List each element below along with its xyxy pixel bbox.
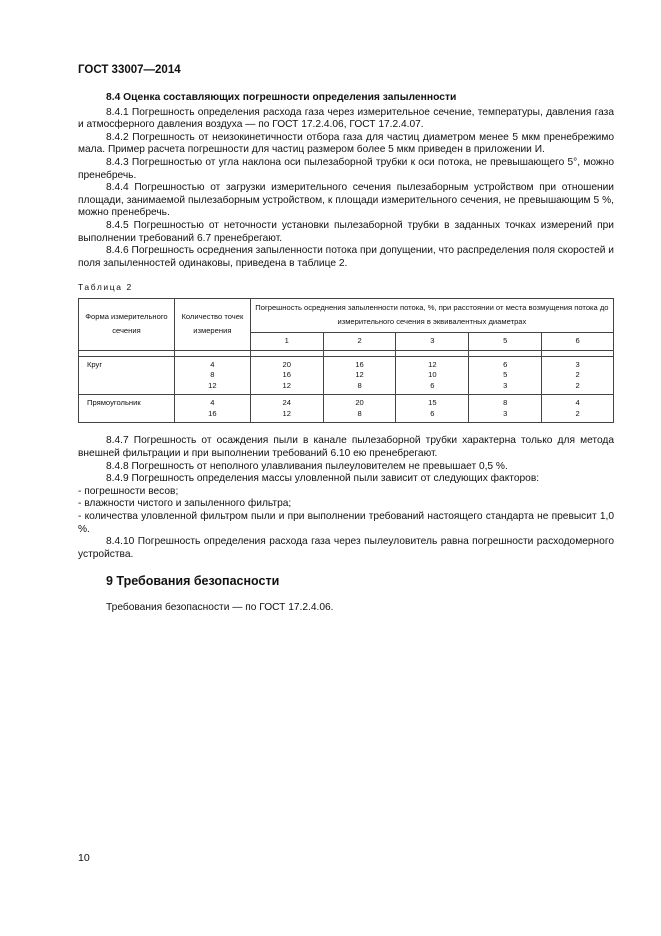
section-9-heading: 9 Требования безопасности — [106, 574, 280, 589]
paragraph-8-4-3: 8.4.3 Погрешностью от угла наклона оси пылезаборной трубки к оси потока, не превышающего 5°, можно пренебречь. — [78, 156, 614, 181]
value-cell: 20 16 12 — [250, 356, 323, 395]
list-item: - количества уловленной фильтром пыли и при выполнении требований настоящего стандарта не превысит 1,0 %. — [78, 510, 614, 535]
header-distance: 6 — [542, 332, 614, 350]
list-item: - влажности чистого и запыленного фильтра; — [78, 498, 292, 510]
value-cell: 24 12 — [250, 395, 323, 423]
paragraph-8-4-4: 8.4.4 Погрешностью от загрузки измерительного сечения пылезаборным устройством при отношении площади, занимаемой пылезаборным устройством, к площади измерительного сечения, не превышающим 5 %, можно пренебречь. — [78, 182, 614, 219]
value-cell: 12 10 6 — [396, 356, 469, 395]
paragraph-8-4-2: 8.4.2 Погрешность от неизокинетичности отбора газа для частиц диаметром менее 5 мкм пренебрежимо мала. Пример расчета погрешности для частиц размером более 5 мкм приведен в приложении И. — [78, 131, 614, 156]
paragraph-8-4-7: 8.4.7 Погрешность от осаждения пыли в канале пылезаборной трубки характерна только для метода внешней фильтрации и при выполнении требований 6.10 ею пренебрегают. — [78, 435, 614, 459]
document-id-header: ГОСТ 33007—2014 — [78, 64, 181, 76]
page-number: 10 — [78, 852, 90, 864]
header-shape: Форма измерительного сечения — [79, 298, 175, 350]
value-cell: 8 3 — [469, 395, 542, 423]
section-8-4-heading: 8.4 Оценка составляющих погрешности определения запыленности — [106, 92, 457, 103]
header-distance: 1 — [250, 332, 323, 350]
table-row — [79, 356, 614, 395]
page-body — [78, 92, 614, 615]
value-cell: 3 2 2 — [542, 356, 614, 395]
paragraph-8-4-5: 8.4.5 Погрешностью от неточности установки пылезаборной трубки в заданных точках измерений при выполнении требований 6.7 пренебрегают. — [78, 219, 614, 244]
paragraph-8-4-10: 8.4.10 Погрешность определения расхода газа через пылеуловитель равна погрешности расходомерного устройства. — [78, 536, 614, 560]
paragraph-8-4-8: 8.4.8 Погрешность от неполного улавливания пылеуловителем не превышает 0,5 %. — [106, 460, 508, 472]
header-points: Количество точек измерения — [174, 298, 250, 350]
list-item: - погрешности весов; — [78, 485, 179, 497]
value-cell: 20 8 — [323, 395, 396, 423]
value-cell: 15 6 — [396, 395, 469, 423]
value-cell: 6 5 3 — [469, 356, 542, 395]
table-row — [79, 395, 614, 423]
table-caption: Таблица 2 — [78, 282, 133, 293]
value-cell: 16 12 8 — [323, 356, 396, 395]
header-distance: 2 — [323, 332, 396, 350]
value-cell: 4 2 — [542, 395, 614, 423]
after-table-block — [78, 435, 614, 561]
error-table — [78, 298, 614, 424]
points-cell: 4 16 — [174, 395, 250, 423]
shape-cell: Круг — [79, 356, 175, 395]
paragraph-8-4-1: 8.4.1 Погрешность определения расхода газа через измерительное сечение, температуры, давления газа и атмосферного давления воздуха — по ГОСТ 17.2.4.06, ГОСТ 17.2.4.07. — [78, 106, 614, 131]
header-distance: 5 — [469, 332, 542, 350]
section-9-text: Требования безопасности — по ГОСТ 17.2.4.06. — [106, 601, 334, 613]
points-cell: 4 8 12 — [174, 356, 250, 395]
header-distance: 3 — [396, 332, 469, 350]
paragraph-8-4-6: 8.4.6 Погрешность осреднения запыленности потока при допущении, что распределения поля скоростей и поля запыленностей одинаковы, приведена в таблице 2. — [78, 245, 614, 269]
shape-cell: Прямоугольник — [79, 395, 175, 423]
paragraph-8-4-9: 8.4.9 Погрешность определения массы уловленной пыли зависит от следующих факторов: — [106, 473, 540, 485]
header-distance-group: Погрешность осреднения запыленности потока, %, при расстоянии от места возмущения потока до измерительного сечения в эквивалентных диаметрах — [250, 298, 613, 332]
